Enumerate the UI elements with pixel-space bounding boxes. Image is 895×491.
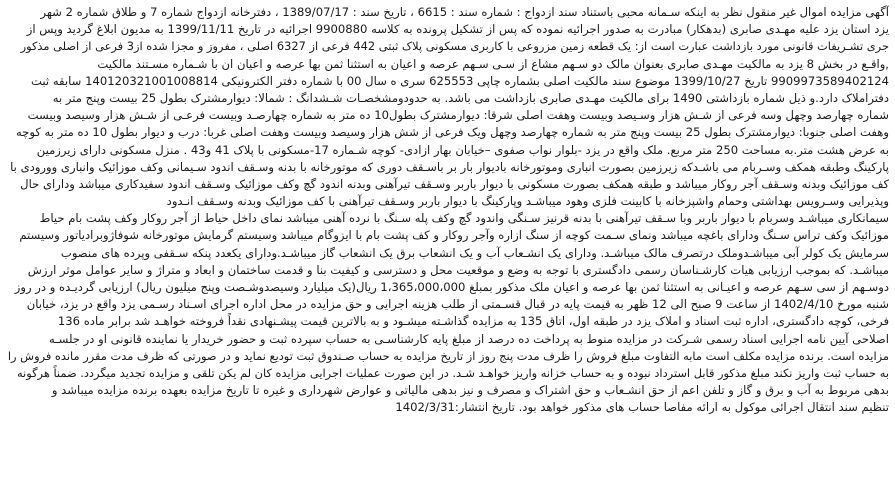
notice-line: وپذیرایی وسـرویس بهداشتی وحمام واشپزخانه با کابینت فلزی وهود میباشـد وپارکینگ با دیوار باربر وسـقف تیرآهنی با کف موزائیک وبدنه وسـقف انـدود bbox=[166, 194, 889, 209]
notice-line: دفتراملاک دارد.و ذیل شماره بازداشتی 1490 برای مالکیت مهـدی صابری بازداشت می باشد. به حدودومشخصـات شـشدانگ : شمالا: دیوارمشترک بطول 25 بیست وپنج متر به bbox=[52, 90, 889, 105]
notice-line: فرخی، کوچه دادگستری، اداره ثبت اسناد و املاک یزد در طبقه اول، اتاق 135 به مزایده گذاشـته میشـود و به بالاترین قیمت پیشـنهادی نقداً فروخته خواهـد شد برابر ماده 136 bbox=[57, 314, 889, 329]
notice-line: سرمایش یک کولر آبی میباشـدوملک درتصرف مالک میباشـد. ودارای یک انشـعاب آب و یک انشعاب برق یک انشعاب گاز میباشـد.ودارای یکعدد پنکه سـقفی وپرده های منصوب bbox=[60, 245, 889, 260]
notice-line: یزد استان یزد علیه مهـدی صابری (بدهکار) مبادرت به صدور اجرائیه نموده که پس از تشکیل پرونده به کلاسه 9900880 اجرائیه در تاریخ 1399/11/11 به مدیون ابلاغ گردید وپس از bbox=[26, 22, 889, 37]
notice-line: شماره چهارصد وچهل وسه فرعی از شـش هزار وسـیصد وبیست وهفت اصلی شرقا: دیوارمشترک بطول10 ده متر به شماره چهارصـد وبیست فرعـی از شـش هزار وسیصد وبیست bbox=[27, 108, 889, 123]
notice-line: سیمانکاری میباشـد وسربام با دیوار باربر وبا سـقف تیرآهنی با بدنه قرنیز سـنگی واندود گچ وکف پله سـنگ با نرده آهنی میباشد نمای داخل حیاط از آجر روکار وکف پشت بام حیاط bbox=[39, 211, 889, 226]
auction-notice bbox=[6, 4, 889, 417]
notice-line: وهفت اصلی جنوبا: دیوارمشترک بطول 25 بیست وپنج متر به شماره چهارصد وچهل ویک فرعی از شش هزار وسیصد وبیست وهفت اصلی غربا: درب و دیوار بطول 10 ده متر به کوچه bbox=[15, 125, 889, 140]
notice-line: به حساب ثبت واریز نکند مبلغ مذکور قابل استرداد نبوده و به حساب خزانه واریز خواهـد شـد. در این صورت عملیات اجرایی مزایده کان لم یکن تلقی و مزایده تجدید میگردد. ضمناً هرگونه bbox=[16, 365, 889, 380]
notice-line: پارکینگ وطبقه همکف وسـربام می باشـدکه زیرزمین بصورت انباری وموتورخانه بادیوار بار بر باسـقف دوری که موتورخانه با بدنه وسـقف اندود سـیمانی وکف موزائیک وانباری وورودی با bbox=[10, 159, 889, 174]
notice-line: اصلاحی آیین نامه اجرایی اسناد رسمی شـرکت در مزایده منوط به پرداخت ده درصد از مبلغ پایه کارشناسـی به حساب سپرده ثبت و حضور خریدار یا نماینده قانونی او در جلسـه bbox=[49, 331, 889, 346]
notice-line: جری تشـریفات قانونی مورد بازداشت عبارت است از: یک قطعه زمین مزروعی با کاربری مسکونی پلاک ثبتی 442 فرعی از 6327 اصلی ، مفروز و مجزا شده از3 فرعی از اصلی مذکور bbox=[20, 39, 889, 54]
notice-line: مزایده است. برنده مزایده مکلف است مابه التفاوت مبلغ فروش را ظرف مدت پنج روز از تاریخ مزایده به حساب صـندوق ثبت تودیع نماید و در صورتی که ظرف مدت مقرر مانده فروش را bbox=[7, 348, 889, 363]
notice-line: میباشـد. که بموجب ارزیابی هیات کارشـناسان رسمی دادگستری با توجه به وضع و موقعیت محل و دسترسی و کیفیت بنا و قدمت ساختمان و ابعاد و متراژ و سایر عوامل موثر ارزش bbox=[27, 262, 889, 277]
notice-line: 9909973589402124 تاریخ 1399/10/27 موضوع سند مالکیت اصلی بشماره چاپی 625553 سری ه سال 00 با شماره دفتر الکترونیکی 140120321001008814 سابقه ثبت bbox=[31, 73, 889, 88]
notice-line-publication-date: تنظیم سند انتقال اجرائی موکول به ارائه مفاصا حساب های مذکور خواهد بود. تاریخ انتشار:1402/3/31 bbox=[395, 400, 889, 415]
notice-line: به عرض هشت متر.به مساحت 250 متر مربع. ملک واقع در یزد -بلوار نواب صفوی –خیابان بهار ازادی- کوچه شـماره 17-مسکونی با پلاک 41 و43 . منزل مسکونی دارای زیرزمین bbox=[36, 142, 889, 157]
notice-line: آگهی مزایده اموال غیر منقول نظر به اینکه سـمانه محبی باستناد سند ازدواج : شماره سند : 6615 ، تاریخ سند : 1389/07/17 ، دفترخانه ازدواج شماره 7 و طلاق شماره 2 شهر bbox=[40, 5, 889, 19]
notice-line: ,واقـع در بخش 8 یزد به مالکیت مهـدی صابری بعنوان مالک دو سـهم مشاع از سـی سـهم عرصه و اعیان به استثنا ثمن بها عرصه و اعیان ان با شـماره مسـتند مالکیت bbox=[97, 56, 889, 71]
notice-line: موزائیک وکف تراس سـنگ ودارای باغچه میباشد ونمای سـمت کوچه از سنگ ازاره وآجر روکار و کف پشت بام با ایزوگام میباشد وسیستم گرمایش موتورخانه شوفاژوبرادیاتور وسیستم bbox=[19, 228, 889, 243]
notice-line: بدهی مربوط به آب و برق و گاز و تلفن اعم از حق انشـعاب و حق اشتراک و مصرف و نیز بدهی مالیاتی و عوارض شهرداری و غیره تا تاریخ مزایده بعهده برنده مزایده میباشد و bbox=[51, 383, 889, 398]
notice-line: شنبه مورخ 1402/4/10 از ساعت 9 صبح الی 12 ظهر به قیمت پایه در قبال قسـمتی از طلب هزینه اجرایی و حق مزایده در محل اداره اجرای اسـناد رسـمی یزد واقع در یزد، خیابان bbox=[26, 297, 889, 312]
notice-line: دوسـهم از سی سـهم عرصه و اعیـانی به استثنا ثمن بها عرصه و اعیان ملک مذکور بمبلغ 1،365،000،000 ریال(یک میلیارد وسیصدوشـصت وپنج میلیون ریال) ارزیابی گردیـده و در روز bbox=[14, 280, 889, 294]
notice-line: کف موزائیک وبدنه وسـقف آجر روکار میباشد و طبقه همکف بصورت مسکونی با دیوار باربر وسـقف تیرآهنی وبدنه اندود گچ وکف موزائیک وسـقف اندود سفیدکاری میباشد ودارای حال bbox=[20, 176, 889, 191]
